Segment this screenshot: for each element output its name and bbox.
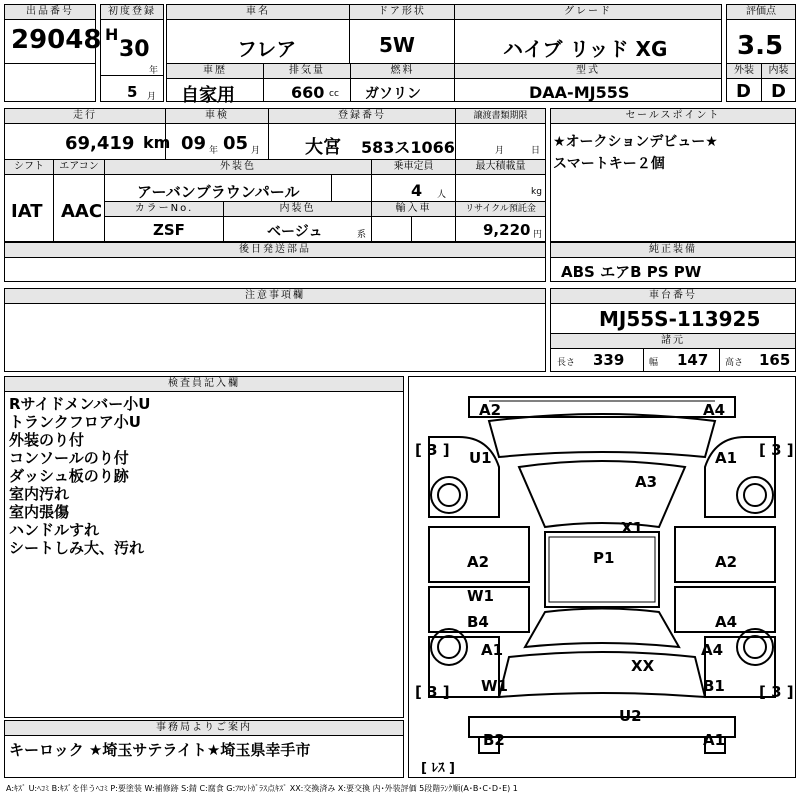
damage-mark: A4 xyxy=(703,401,726,419)
mileage: 69,419 xyxy=(65,133,135,154)
score: 3.5 xyxy=(737,31,784,61)
inspection-year: 09 xyxy=(181,133,207,154)
damage-mark: A3 xyxy=(635,473,658,491)
equipment: ABS エアB PS PW xyxy=(561,263,702,281)
spec-label: 諸元 xyxy=(551,334,795,349)
later-parts-box xyxy=(4,242,546,282)
sales-label: セールスポイント xyxy=(551,109,795,124)
interior-unit: 系 xyxy=(357,230,367,240)
sales-box xyxy=(550,108,796,242)
interior-label: 内装色 xyxy=(224,202,371,217)
int-score: D xyxy=(771,81,786,102)
inspector-note: 外装のり付 xyxy=(9,431,85,449)
spare-tire: [ ﾚｽ ] xyxy=(421,761,455,776)
chassis-box xyxy=(550,288,796,372)
plate-number: 583ス1066 xyxy=(361,138,455,157)
damage-mark: U1 xyxy=(469,449,492,467)
inspector-note: 室内汚れ xyxy=(9,485,70,503)
equipment-box xyxy=(550,242,796,282)
inspector-note: コンソールのり付 xyxy=(9,449,129,467)
damage-mark: A2 xyxy=(467,553,490,571)
tire-tread-rear-left: [ 3 ] xyxy=(415,683,450,701)
damage-mark: W1 xyxy=(481,677,508,695)
damage-mark: X1 xyxy=(621,519,644,537)
capacity-label: 乗車定員 xyxy=(372,160,455,175)
damage-mark: W1 xyxy=(467,587,494,605)
notes-box xyxy=(4,288,546,372)
inspection-month: 05 xyxy=(223,133,249,154)
capacity: 4 xyxy=(411,181,423,200)
displacement-unit: cc xyxy=(329,89,339,99)
damage-mark: XX xyxy=(631,657,655,675)
recycle-label: リサイクル預託金 xyxy=(456,202,545,217)
damage-mark: A1 xyxy=(703,731,726,749)
capacity-unit: 人 xyxy=(437,190,447,200)
tire-tread-front-left: [ 3 ] xyxy=(415,441,450,459)
recycle-unit: 円 xyxy=(533,230,543,240)
ac-label: エアコン xyxy=(54,160,104,175)
inspector-note: トランクフロア小U xyxy=(9,413,141,431)
chassis-label: 車台番号 xyxy=(551,289,795,304)
history-label: 車歴 xyxy=(167,64,263,79)
length-label: 長さ xyxy=(557,358,576,368)
equipment-label: 純正装備 xyxy=(551,243,795,258)
ext-label: 外装 xyxy=(727,64,761,79)
damage-mark: B1 xyxy=(703,677,725,695)
shift: IAT xyxy=(11,201,43,222)
damage-mark: A4 xyxy=(715,613,738,631)
height-label: 高さ xyxy=(725,358,744,368)
lot-number: 29048 xyxy=(11,25,102,55)
tire-tread-front-right: [ 3 ] xyxy=(759,441,794,459)
reg-month-unit: 月 xyxy=(147,92,157,102)
reg-era: H xyxy=(105,25,119,44)
office-label: 事務局よりご案内 xyxy=(5,721,403,736)
grade-label: グレード xyxy=(455,5,721,20)
plate-area: 大宮 xyxy=(305,137,341,158)
shift-label: シフト xyxy=(5,160,53,175)
reg-year: 30 xyxy=(119,37,150,62)
width: 147 xyxy=(677,351,709,369)
fuel-label: 燃料 xyxy=(351,64,454,79)
transfer-label: 譲渡書類期限 xyxy=(456,109,545,124)
plate-label: 登録番号 xyxy=(269,109,455,124)
height: 165 xyxy=(759,351,791,369)
damage-mark: B2 xyxy=(483,731,505,749)
load-unit: kg xyxy=(531,187,542,197)
car-outline xyxy=(409,377,795,777)
damage-mark: U2 xyxy=(619,707,642,725)
info-box xyxy=(4,108,546,242)
color-no-label: カラーNo. xyxy=(105,202,223,217)
import-label: 輸入車 xyxy=(372,202,455,217)
inspector-label: 検査員記入欄 xyxy=(5,377,403,392)
car-name-label: 車名 xyxy=(167,5,349,20)
office-notice: キーロック ★埼玉サテライト★埼玉県幸手市 xyxy=(9,741,311,759)
model-label: 型式 xyxy=(455,64,721,79)
car-name: フレア xyxy=(237,37,297,61)
ext-score: D xyxy=(736,81,751,102)
reg-box xyxy=(100,4,164,102)
inspector-note: シートしみ大、汚れ xyxy=(9,539,145,557)
inspection-label: 車検 xyxy=(166,109,268,124)
reg-year-unit: 年 xyxy=(149,66,159,76)
score-label: 評価点 xyxy=(727,5,795,20)
notes-label: 注意事項欄 xyxy=(5,289,545,304)
reg-month: 5 xyxy=(127,83,138,101)
interior-color: ベージュ xyxy=(267,224,323,240)
reg-label: 初度登録 xyxy=(101,5,163,20)
grade: ハイブ リッド XG xyxy=(503,37,668,61)
damage-mark: P1 xyxy=(593,549,615,567)
displacement-label: 排気量 xyxy=(264,64,350,79)
damage-mark: A2 xyxy=(715,553,738,571)
damage-mark: A4 xyxy=(701,641,724,659)
damage-mark: A1 xyxy=(715,449,738,467)
chassis-number: MJ55S-113925 xyxy=(599,307,761,331)
inspection-month-unit: 月 xyxy=(251,146,261,156)
door-type: 5W xyxy=(379,33,415,57)
exterior-color: アーバンブラウンパール xyxy=(137,183,300,201)
lot-box xyxy=(4,4,102,102)
car-diagram xyxy=(408,376,796,778)
model: DAA-MJ55S xyxy=(529,83,630,102)
ac: AAC xyxy=(61,201,103,222)
inspector-note: Rサイドメンバー小U xyxy=(9,395,151,413)
history: 自家用 xyxy=(181,85,235,106)
legend: A:ｷｽﾞ U:ﾍｺﾐ B:ｷｽﾞを伴うﾍｺﾐ P:要塗装 W:補修跡 S:錆 C:腐食 G:ﾌﾛﾝﾄｶﾞﾗｽ点ｷｽﾞ XX:交換済み X:要交換 内･外装評価 5段階ﾗﾝｸ順(A･B･C･D･E) 1 xyxy=(6,784,518,793)
inspector-note: ダッシュ板のり跡 xyxy=(9,467,129,485)
color-no: ZSF xyxy=(153,221,185,239)
score-box xyxy=(726,4,796,102)
tire-tread-rear-right: [ 3 ] xyxy=(759,683,794,701)
inspection-year-unit: 年 xyxy=(209,146,219,156)
transfer-day-unit: 日 xyxy=(531,146,541,156)
recycle-fee: 9,220 xyxy=(483,221,531,239)
lot-label: 出品番号 xyxy=(5,5,95,20)
damage-mark: A2 xyxy=(479,401,502,419)
mileage-label: 走行 xyxy=(5,109,165,124)
length: 339 xyxy=(593,351,625,369)
fuel: ガソリン xyxy=(365,86,421,102)
car-box xyxy=(166,4,722,106)
inspector-note: ハンドルすれ xyxy=(9,521,100,539)
mileage-unit: km xyxy=(143,133,171,152)
office-box xyxy=(4,720,404,778)
later-parts-label: 後日発送部品 xyxy=(5,243,545,258)
displacement: 660 xyxy=(291,83,325,102)
width-label: 幅 xyxy=(649,358,659,368)
int-label: 内装 xyxy=(762,64,795,79)
inspector-box xyxy=(4,376,404,718)
transfer-month-unit: 月 xyxy=(495,146,505,156)
sales-point: ★オークションデビュー★ xyxy=(553,134,718,150)
damage-mark: A1 xyxy=(481,641,504,659)
load-label: 最大積載量 xyxy=(456,160,545,175)
color-label: 外装色 xyxy=(105,160,371,175)
sales-point: スマートキー２個 xyxy=(553,156,665,172)
door-label: ドア形状 xyxy=(350,5,454,20)
inspector-note: 室内張傷 xyxy=(9,503,70,521)
damage-mark: B4 xyxy=(467,613,489,631)
